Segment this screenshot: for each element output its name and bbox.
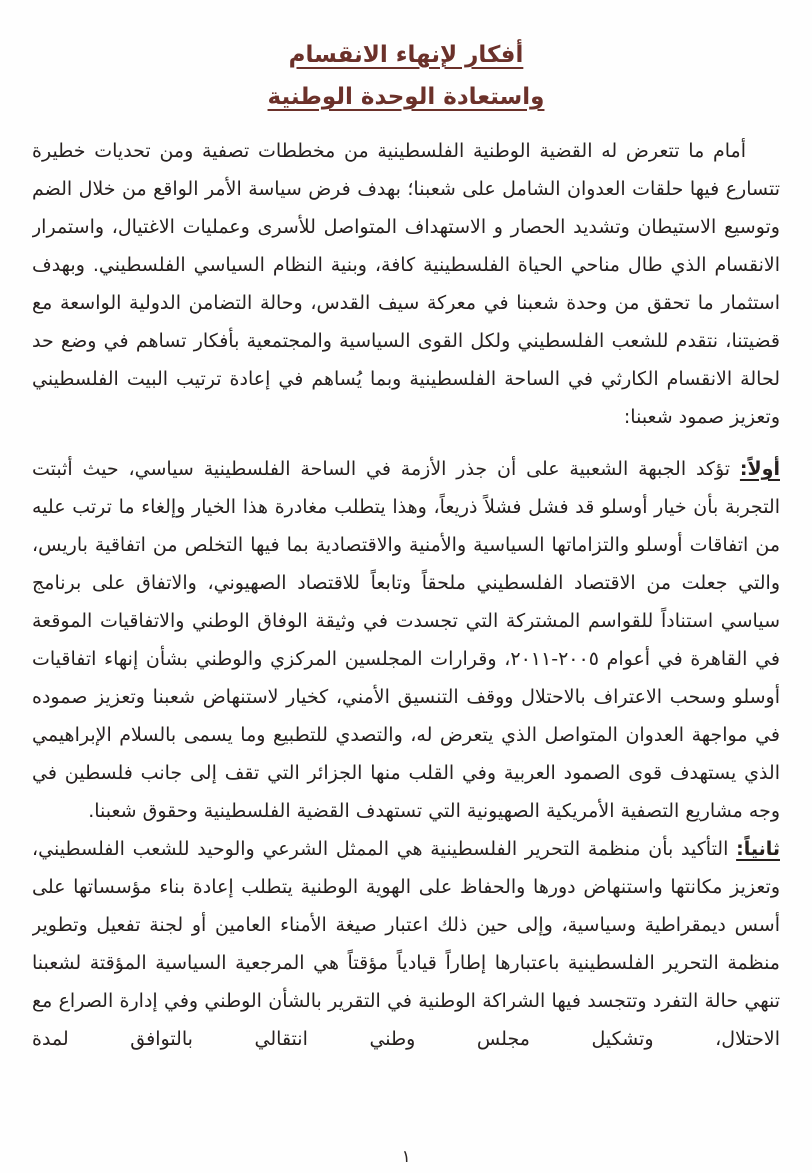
second-point-paragraph bbox=[32, 830, 780, 1058]
second-point-lead: ثانياً: bbox=[736, 838, 780, 860]
intro-paragraph-text: أمام ما تتعرض له القضية الوطنية الفلسطينية من مخططات تصفية ومن تحديات خطيرة تتسارع فيها حلقات العدوان الشامل على شعبنا؛ بهدف فرض سياسة الأمر الواقع من خلال الضم وتوسيع الاستيطان وتشديد الحصار و الاستهداف المتواصل للأسرى وعمليات الاغتيال، واستمرار الانقسام الذي طال مناحي الحياة الفلسطينية كافة، وبنية النظام السياسي الفلسطيني. وبهدف استثمار ما تحقق من وحدة شعبنا في معركة سيف القدس، وحالة التضامن الدولية الواسعة مع قضيتنا، نتقدم للشعب الفلسطيني ولكل القوى السياسية والمجتمعية بأفكار تساهم في وضع حد لحالة الانقسام الكارثي في الساحة الفلسطينية وبما يُساهم في إعادة ترتيب البيت الفلسطيني وتعزيز صمود شعبنا: bbox=[32, 140, 780, 428]
document-title bbox=[0, 34, 812, 118]
document-title-line-1 bbox=[0, 34, 812, 76]
document-title-line-2-text: واستعادة الوحدة الوطنية bbox=[267, 84, 545, 110]
first-point-paragraph bbox=[32, 450, 780, 830]
first-point-lead: أولاً: bbox=[739, 458, 780, 480]
document-body bbox=[32, 132, 780, 1173]
second-point-text: التأكيد بأن منظمة التحرير الفلسطينية هي الممثل الشرعي والوحيد للشعب الفلسطيني، وتعزيز مكانتها واستنهاض دورها والحفاظ على الهوية الوطنية يتطلب إعادة بناء مؤسساتها على أسس ديمقراطية وسياسية، وإلى حين ذلك اعتبار صيغة الأمناء العامين أو لجنة تفعيل وتطوير منظمة التحرير الفلسطينية باعتبارها إطاراً قيادياً مؤقتاً هي المرجعية السياسية المؤقتة لشعبنا تنهي حالة التفرد وتتجسد فيها الشراكة الوطنية في التقرير بالشأن الوطني وفي إدارة الصراع مع الاحتلال، وتشكيل مجلس وطني انتقالي بالتوافق لمدة bbox=[32, 838, 780, 1050]
intro-paragraph bbox=[32, 132, 780, 436]
document-title-line-1-text: أفكار لإنهاء الانقسام bbox=[288, 42, 524, 68]
first-point-text: تؤكد الجبهة الشعبية على أن جذر الأزمة في الساحة الفلسطينية سياسي، حيث أثبتت التجربة بأن خيار أوسلو قد فشل فشلاً ذريعاً، وهذا يتطلب مغادرة هذا الخيار وإلغاء ما ترتب عليه من اتفاقات أوسلو والتزاماتها السياسية والأمنية والاقتصادية بما فيها التخلص من اتفاقية باريس، والتي جعلت من الاقتصاد الفلسطيني ملحقاً وتابعاً للاقتصاد الصهيوني، والاتفاق على برنامج سياسي استناداً للقواسم المشتركة التي تجسدت في وثيقة الوفاق الوطني والاتفاقيات الموقعة في القاهرة في أعوام ٢٠٠٥-٢٠١١، وقرارات المجلسين المركزي والوطني بشأن إنهاء اتفاقيات أوسلو وسحب الاعتراف بالاحتلال ووقف التنسيق الأمني، كخيار لاستنهاض شعبنا وتعزيز صموده في مواجهة العدوان المتواصل الذي يتعرض له، والتصدي للتطبيع وما يسمى بالسلام الإبراهيمي الذي يستهدف قوى الصمود العربية وفي القلب منها الجزائر التي تقف إلى جانب فلسطين في وجه مشاريع التصفية الأمريكية الصهيونية التي تستهدف القضية الفلسطينية وحقوق شعبنا. bbox=[32, 458, 780, 822]
page-number: ١ bbox=[401, 1147, 411, 1167]
document-title-line-2 bbox=[0, 76, 812, 118]
